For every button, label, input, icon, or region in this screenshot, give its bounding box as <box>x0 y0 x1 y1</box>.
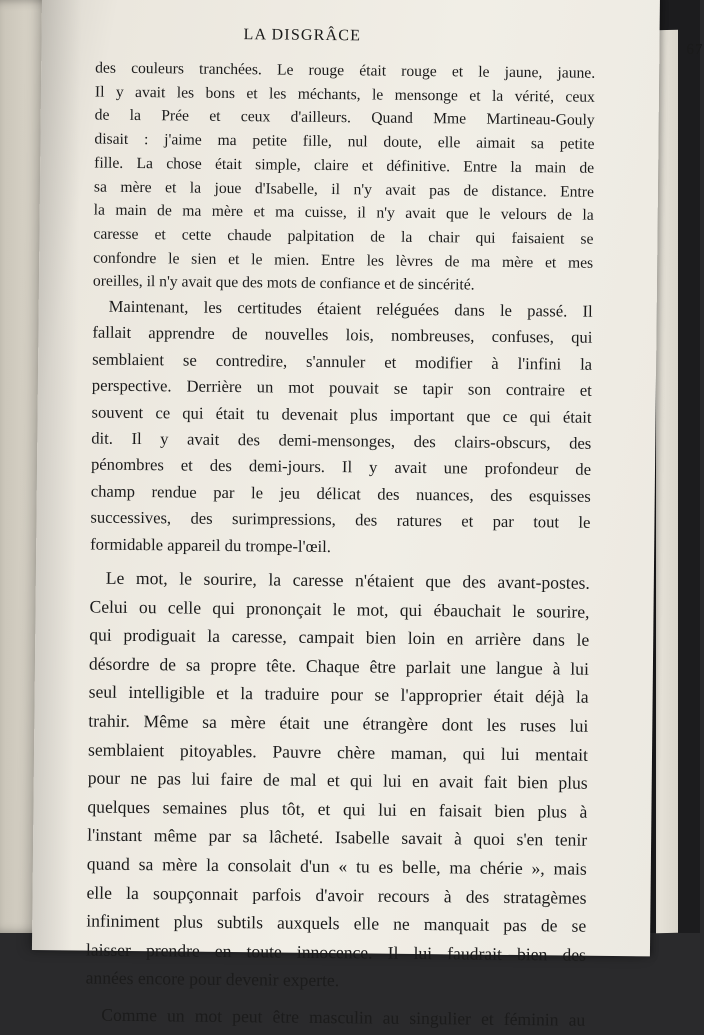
text-line: quelques semaines plus tôt, et qui lui en faisait bien plus à <box>87 796 588 822</box>
text-line: successives, des surimpressions, des ratures et par tout le <box>90 507 591 533</box>
text-line: des couleurs tranchées. Le rouge était rouge et le jaune, jaune. <box>95 59 596 82</box>
text-line: oreilles, il n'y avait que des mots de confiance et de sincérité. <box>92 272 475 294</box>
page-stack-edge <box>656 30 678 933</box>
text-line: semblaient se contredire, s'annuler et modifier à l'infini la <box>92 349 593 374</box>
page-number: 67 <box>686 41 704 58</box>
paragraph-2 <box>90 294 593 563</box>
text-line: fallait apprendre de nouvelles lois, nombreuses, confuses, qui <box>92 322 593 348</box>
text-line: perspective. Derrière un mot pouvait se tapir son contraire et <box>91 375 592 401</box>
text-line: Comme un mot peut être masculin au singulier et féminin au <box>101 1004 586 1030</box>
text-line: la main de ma mère et ma cuisse, il n'y avait que le velours de la <box>93 201 594 225</box>
text-line: Maintenant, les certitudes étaient reléguées dans le passé. Il <box>108 296 593 321</box>
chapter-title: LA DISGRÂCE <box>243 26 362 45</box>
text-line: infiniment plus subtils auxquels elle ne manquait pas de se <box>86 910 587 936</box>
paragraph-4 <box>85 1001 585 1035</box>
text-line: seul intelligible et la traduire pour se l'approprier était déjà la <box>88 681 589 708</box>
text-line: formidable appareil du trompe-l'œil. <box>90 534 332 556</box>
text-line: l'instant même par sa lâcheté. Isabelle savait à quoi s'en tenir <box>87 824 588 851</box>
text-line: pour ne pas lui faire de mal et qui lui en avait fait bien plus <box>87 767 588 794</box>
text-line: souvent ce qui était tu devenait plus important que ce qui était <box>91 402 592 427</box>
book-page <box>32 0 704 1030</box>
page-text-block <box>85 25 704 1035</box>
running-header <box>243 26 704 58</box>
text-line: quand sa mère la consolait d'un « tu es belle, ma chérie », mais <box>86 853 587 879</box>
text-line: de la Prée et ceux d'ailleurs. Quand Mme Martineau-Gouly <box>94 106 595 130</box>
text-line: qui prodiguait la caresse, campait bien loin en arrière dans le <box>89 624 590 651</box>
text-line: disait : j'aime ma petite fille, nul doute, elle aimait sa petite <box>94 130 595 153</box>
text-line: fille. La chose était simple, claire et définitive. Entre la main de <box>94 154 595 177</box>
text-line: elle la soupçonnait parfois d'avoir recours à des stratagèmes <box>86 882 587 908</box>
text-line: confondre le sien et le mien. Entre les lèvres de ma mère et mes <box>93 249 594 272</box>
text-line: dit. Il y avait des demi-mensonges, des clairs-obscurs, des <box>91 428 592 453</box>
text-line: caresse et cette chaude palpitation de la chair qui faisaient se <box>93 225 594 248</box>
text-line: désordre de sa propre tête. Chaque être parlait une langue à lui <box>88 653 590 679</box>
text-line: années encore pour devenir experte. <box>85 967 340 991</box>
text-line: Il y avait les bons et les méchants, le mensonge et la vérité, ceux <box>94 83 595 106</box>
text-line: Celui ou celle qui prononçait le mot, qui ébauchait le sourire, <box>89 596 590 622</box>
paragraph-3 <box>86 564 590 998</box>
text-line: champ rendue par le jeu délicat des nuances, des esquisses <box>90 481 591 506</box>
text-line: trahir. Même sa mère était une étrangère dont les ruses lui <box>88 710 589 736</box>
text-line: Le mot, le sourire, la caresse n'étaient que des avant-postes. <box>105 567 590 593</box>
text-line: laisser prendre en toute innocence. Il lui faudrait bien des <box>85 939 587 965</box>
text-line: sa mère et la joue d'Isabelle, il n'y avait pas de distance. Entre <box>93 178 595 201</box>
text-line: pénombres et des demi-jours. Il y avait une profondeur de <box>90 455 592 480</box>
paragraph-1 <box>93 57 595 299</box>
text-line: semblaient pitoyables. Pauvre chère maman, qui lui mentait <box>87 739 589 765</box>
